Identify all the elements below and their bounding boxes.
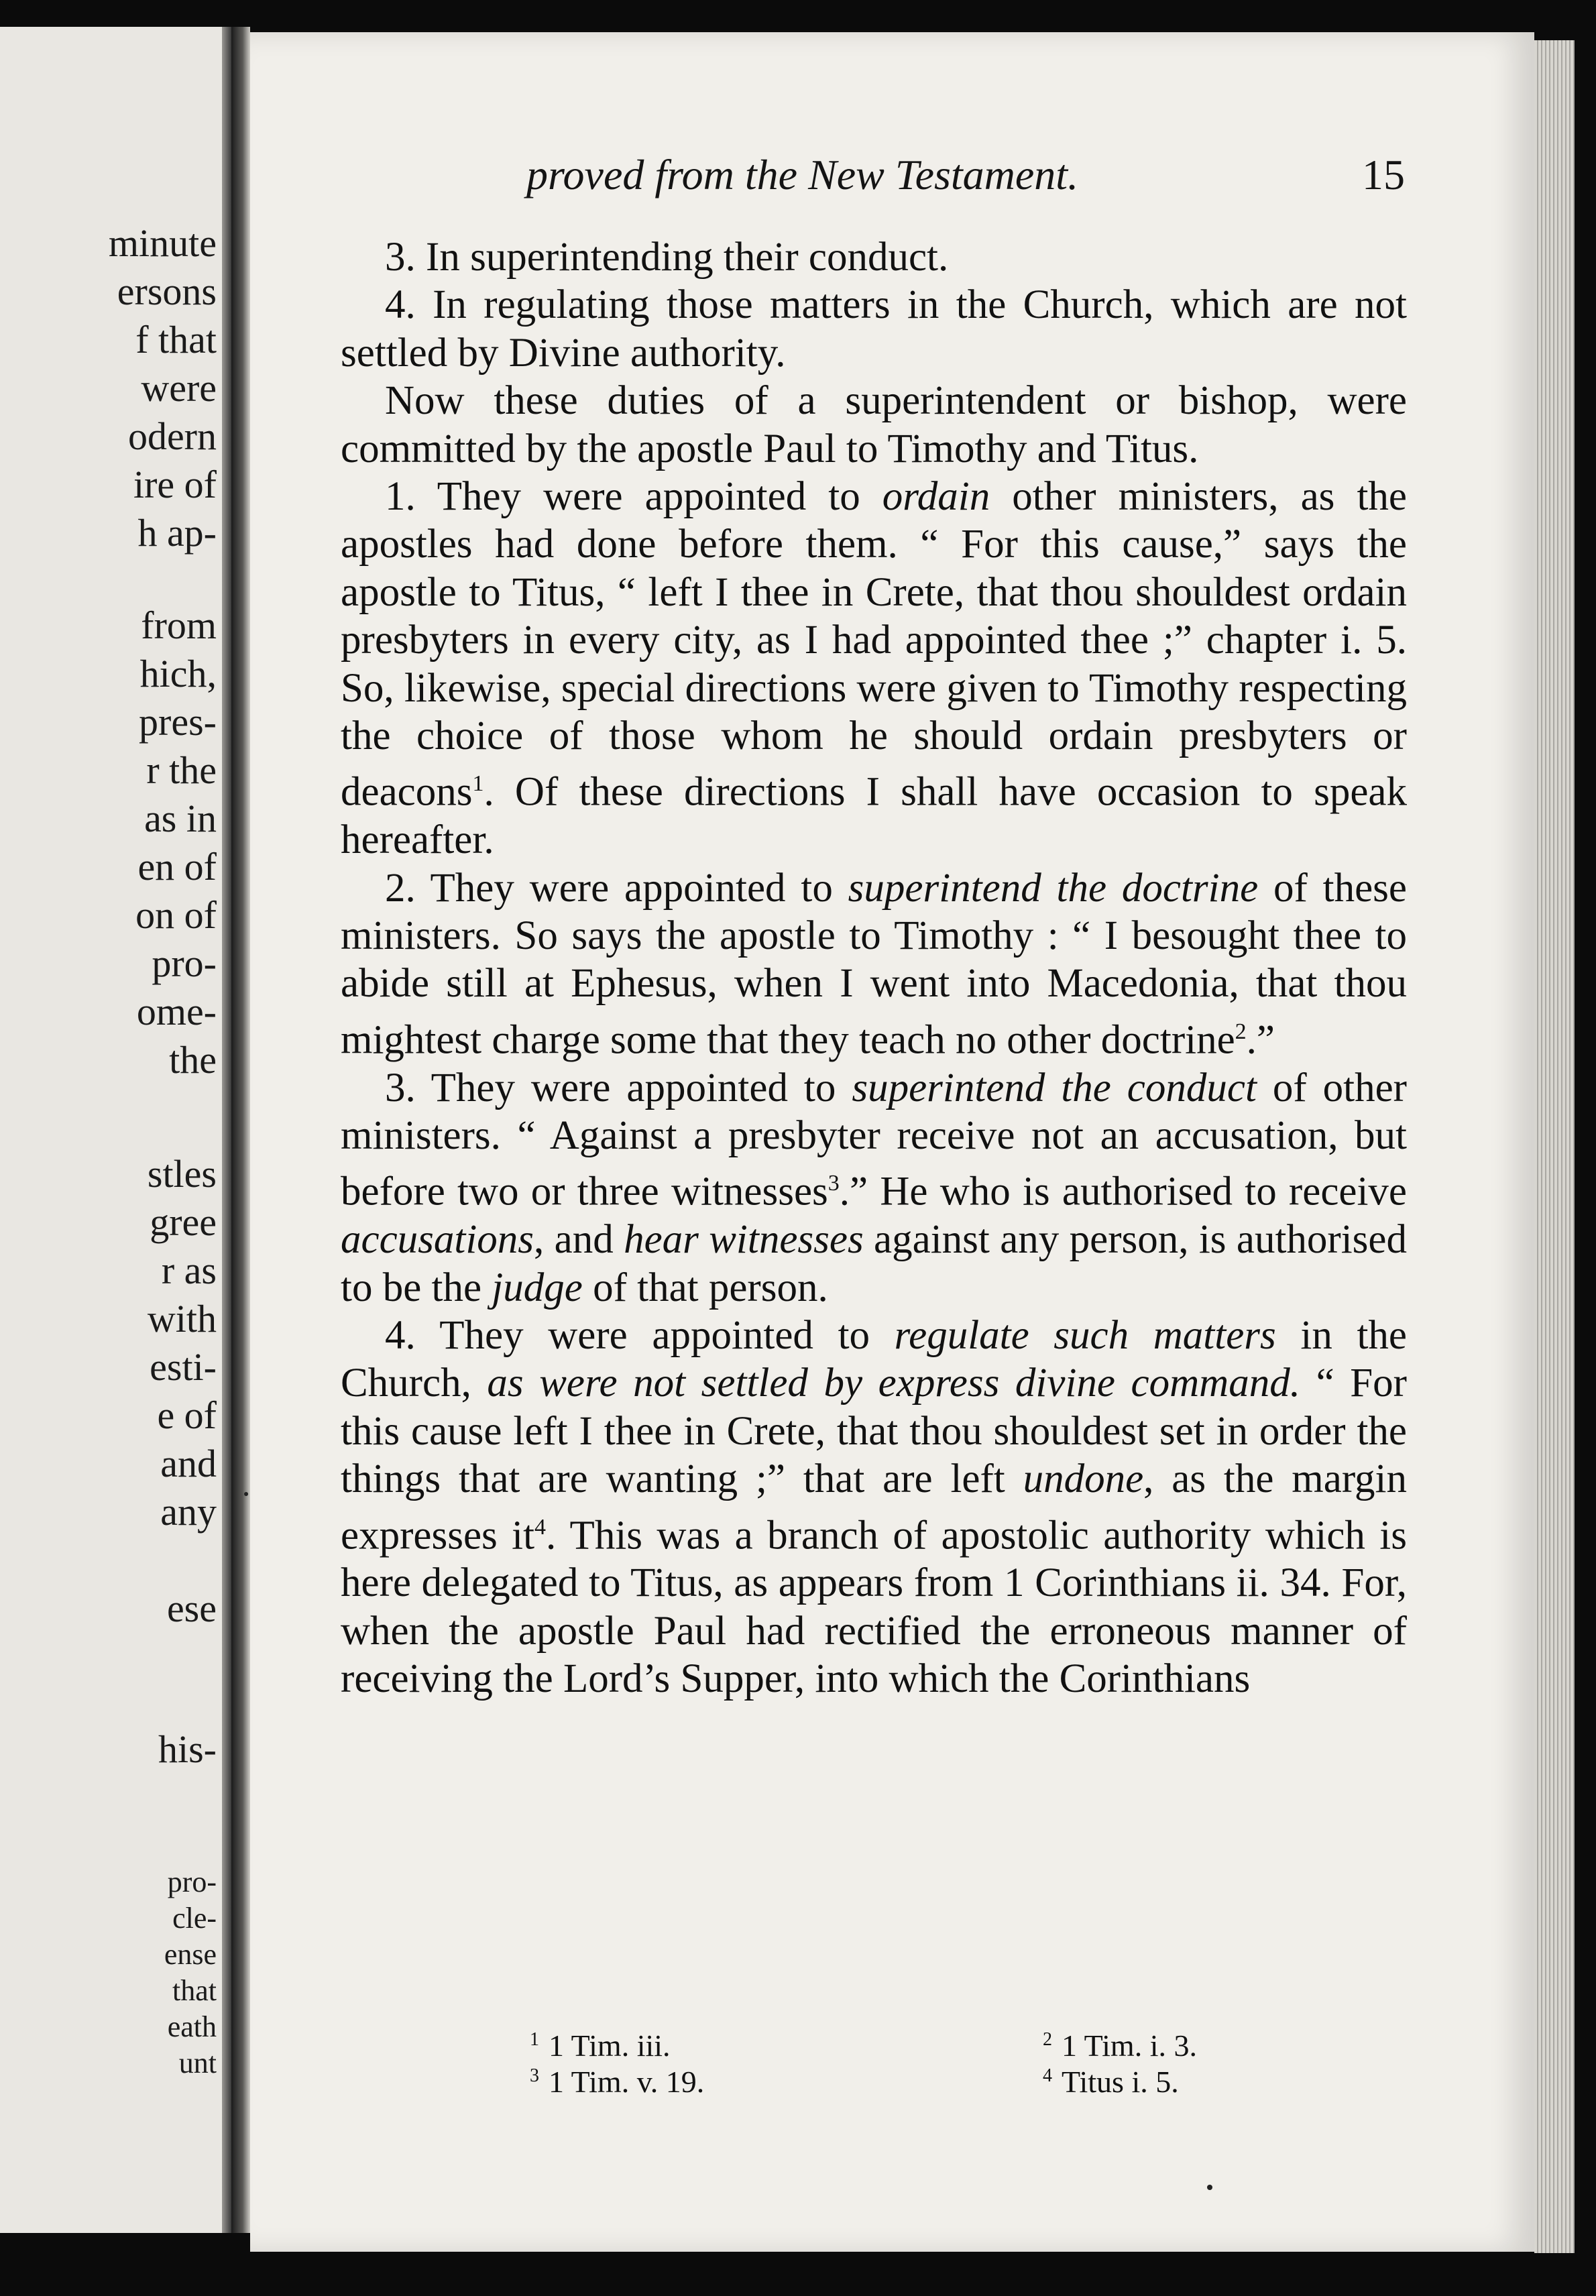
left-fragment: esti- [150, 1345, 217, 1389]
footnote-number: 1 [530, 2029, 539, 2050]
left-fragment: odern [127, 414, 217, 458]
paragraph-text: 4. They were appointed to [385, 1312, 895, 1358]
ink-speck [1207, 2185, 1212, 2190]
paragraph-text: of these ministers. So says the apostle to Timothy : “ I besought thee to abide still at Ephesus, when I went into Macedonia, that thou mightest charge some that they teach no other doctrine [341, 865, 1407, 1063]
italic-emphasis: superintend the doctrine [848, 865, 1259, 911]
left-fragment: ire of [133, 463, 217, 506]
footnote-text: Titus i. 5. [1062, 2065, 1179, 2099]
paragraph-text: against any person, is authorised to be the [341, 1217, 1407, 1310]
left-fragment: ersons [117, 270, 217, 313]
book-spine [231, 27, 250, 2233]
body-text [341, 233, 1407, 1703]
paragraph-text: , as the margin expresses it [341, 1456, 1407, 1558]
footnote-number: 3 [530, 2065, 539, 2086]
running-head-title: proved from the New Testament. [526, 151, 1079, 198]
ink-speck [244, 1492, 248, 1496]
left-footnote-fragment: unt [178, 2047, 217, 2079]
left-fragment: ome- [136, 990, 217, 1033]
left-fragment: and [160, 1442, 217, 1485]
left-fragment: ese [166, 1587, 217, 1630]
paragraph [341, 1312, 1407, 1703]
paragraph-text: .” He who is authorised to receive [839, 1169, 1407, 1214]
left-fragment: on of [135, 893, 217, 937]
left-page-gutter-shadow [222, 27, 231, 2233]
left-facing-page [0, 27, 231, 2233]
footnote-text: 1 Tim. i. 3. [1062, 2028, 1197, 2063]
footnote-number: 4 [1043, 2065, 1052, 2086]
paragraph-text: .” [1246, 1017, 1275, 1063]
left-fragment: any [160, 1490, 217, 1534]
footnote-number: 2 [1043, 2029, 1052, 2050]
paragraph-text: , and [534, 1217, 624, 1263]
left-fragment: with [147, 1297, 217, 1340]
footnote-ref: 2 [1235, 1019, 1247, 1044]
paragraph-text: 4. In regulating those matters in the Church, which are not settled by Divine authority. [341, 282, 1407, 376]
left-footnote-fragment: cle- [172, 1902, 217, 1935]
paragraph-text: 3. They were appointed to [385, 1065, 852, 1110]
left-fragment: en of [137, 845, 217, 888]
left-fragment: h ap- [137, 511, 217, 555]
left-footnote-fragment: pro- [167, 1866, 217, 1898]
footnote [530, 2058, 704, 2100]
paragraph-text: . This was a branch of apostolic authority which is here delegated to Titus, as appears from 1 Corinthians ii. 34. For, when the apostle Paul had rectified the erroneous manner of receiving the Lord’s Supper, into which the Corinthians [341, 1512, 1407, 1702]
paragraph-text: other ministers, as the apostles had done before them. “ For this cause,” says the apostle to Titus, “ left I thee in Crete, that thou shouldest ordain presbyters in every city, as I had appointed thee ;” chapter i. 5. So, likewise, special directions were given to Timothy respecting the choice of those whom he should ordain presbyters or deacons [341, 474, 1407, 815]
paragraph-text: 2. They were appointed to [385, 865, 848, 911]
paragraph [341, 233, 1407, 281]
left-fragment: from [141, 604, 217, 647]
left-fragment: gree [150, 1200, 217, 1244]
left-fragment: stles [147, 1152, 217, 1196]
paragraph [341, 473, 1407, 864]
running-head [526, 150, 1405, 211]
left-fragment: r as [161, 1249, 217, 1292]
left-fragment: minute [108, 221, 217, 265]
italic-emphasis: ordain [882, 474, 990, 520]
italic-emphasis: undone [1023, 1456, 1144, 1502]
left-fragment: e of [157, 1393, 217, 1437]
paragraph-text: 3. In superintending their conduct. [385, 235, 949, 280]
paragraph-text: 1. They were appointed to [385, 474, 882, 520]
italic-emphasis: superintend the conduct [852, 1065, 1257, 1110]
left-fragment: f that [135, 318, 217, 361]
left-fragment: pres- [139, 700, 217, 744]
footnote-ref: 3 [828, 1171, 840, 1196]
left-fragment: pro- [152, 941, 217, 985]
left-fragment: his- [158, 1727, 217, 1771]
left-fragment: the [169, 1038, 217, 1082]
italic-emphasis: judge [492, 1265, 583, 1310]
footnote [1043, 2058, 1179, 2100]
left-footnote-fragment: that [172, 1974, 217, 2007]
left-fragment: as in [144, 797, 217, 840]
italic-emphasis: as were not settled by express divine command. [487, 1361, 1300, 1406]
paragraph [341, 1064, 1407, 1312]
paragraph [341, 864, 1407, 1064]
paragraph [341, 281, 1407, 377]
left-fragment: were [141, 366, 217, 410]
page-edges [1534, 40, 1575, 2253]
left-fragment: hich, [139, 652, 217, 695]
left-footnote-fragment: ense [164, 1938, 217, 1971]
footnote-ref: 4 [534, 1514, 547, 1540]
footnote-text: 1 Tim. iii. [549, 2028, 671, 2063]
left-footnote-fragment: eath [167, 2010, 217, 2043]
paragraph-text: of other ministers. “ Against a presbyter receive not an accusation, but before two or three witnesses [341, 1065, 1407, 1214]
italic-emphasis: hear witnesses [624, 1217, 864, 1263]
paragraph-text: “ For this cause left I thee in Crete, that thou shouldest set in order the things that are wanting ;” that are left [341, 1361, 1407, 1502]
paragraph [341, 377, 1407, 473]
page-number: 15 [1362, 151, 1405, 198]
paragraph-text: Now these duties of a superintendent or bishop, were committed by the apostle Paul to Timothy and Titus. [341, 378, 1407, 471]
italic-emphasis: regulate such matters [894, 1312, 1276, 1358]
paragraph-text: in the Church, [341, 1312, 1407, 1406]
footnote-ref: 1 [472, 771, 484, 797]
left-fragment: r the [146, 748, 217, 792]
paragraph-text: . Of these directions I shall have occasion to speak hereafter. [341, 769, 1407, 863]
paragraph-text: of that person. [582, 1265, 828, 1310]
footnote-text: 1 Tim. v. 19. [549, 2065, 705, 2099]
italic-emphasis: accusations [341, 1217, 534, 1263]
